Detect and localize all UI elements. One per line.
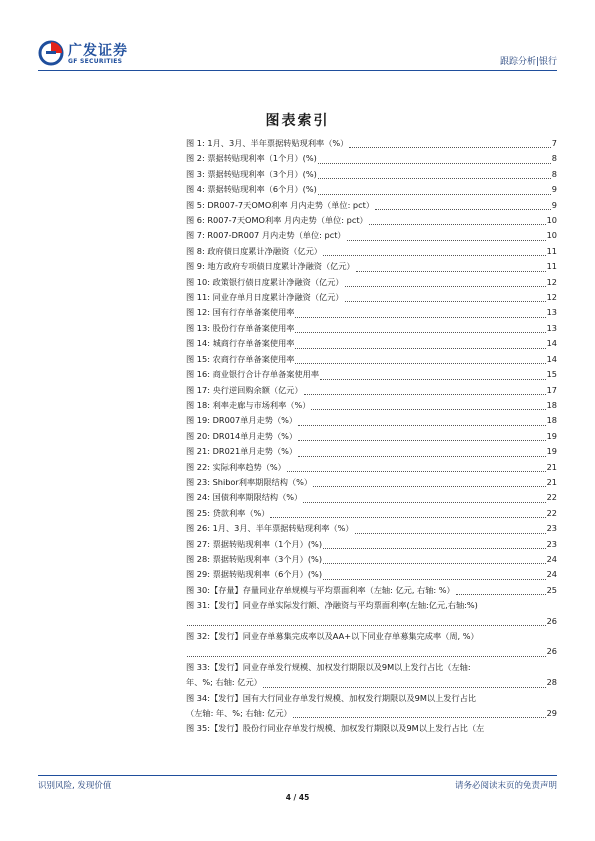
toc-page-number: 13 — [546, 322, 557, 333]
toc-entry[interactable] — [186, 198, 557, 213]
toc-entry[interactable] — [186, 490, 557, 505]
toc-leader-dots — [293, 717, 546, 718]
toc-entry[interactable] — [186, 213, 557, 228]
logo-english-name: GF SECURITIES — [68, 58, 123, 65]
toc-entry[interactable] — [186, 136, 557, 151]
toc-page-number: 14 — [546, 353, 557, 364]
toc-leader-dots — [298, 456, 545, 457]
toc-page-number: 24 — [546, 569, 557, 580]
toc-page-number: 19 — [546, 430, 557, 441]
toc-leader-dots — [369, 224, 546, 225]
toc-entry[interactable] — [186, 321, 557, 336]
logo-chinese-name: 广发证券 — [68, 43, 128, 59]
toc-entry-label: 图 24: 国债利率期限结构（%） — [186, 492, 303, 503]
toc-entry[interactable] — [186, 475, 557, 490]
toc-entry-label: 图 10: 政策银行债日度累计净融资（亿元） — [186, 276, 344, 287]
page-title: 图表索引 — [265, 113, 330, 129]
toc-entry-label: 图 28: 票据转贴现利率（3个月）(%) — [186, 553, 323, 564]
toc-page-number: 11 — [546, 245, 557, 256]
toc-entry[interactable] — [186, 413, 557, 428]
toc-entry-label: 图 7: R007-DR007 月内走势（单位: pct） — [186, 230, 346, 241]
toc-leader-dots — [318, 163, 551, 164]
toc-leader-dots — [303, 502, 545, 503]
toc-leader-dots — [263, 687, 546, 688]
toc-leader-dots — [355, 533, 546, 534]
toc-entry-label: 图 13: 股份行存单备案使用率 — [186, 322, 295, 333]
toc-entry-label: 图 14: 城商行存单备案使用率 — [186, 338, 295, 349]
toc-leader-dots — [323, 579, 546, 580]
toc-entry-label: 图 9: 地方政府专项债日度累计净融资（亿元） — [186, 261, 355, 272]
toc-entry-label-continued: （左轴: 年、%; 右轴: 亿元） — [186, 708, 292, 719]
toc-entry[interactable] — [186, 336, 557, 351]
toc-entry[interactable] — [186, 305, 557, 320]
toc-leader-dots — [375, 209, 551, 210]
toc-entry-label: 图 19: DR007单月走势（%） — [186, 415, 298, 426]
toc-entry[interactable] — [186, 352, 557, 367]
toc-entry[interactable] — [186, 167, 557, 182]
toc-page-number: 13 — [546, 307, 557, 318]
footer-divider — [38, 775, 557, 776]
toc-entry-label-continued: 年、%; 右轴: 亿元） — [186, 677, 262, 688]
toc-leader-dots — [313, 486, 545, 487]
toc-entry[interactable] — [186, 383, 557, 398]
toc-leader-dots — [295, 363, 545, 364]
toc-entry-label: 图 35:【发行】股份行同业存单发行规模、加权发行期限以及9M以上发行占比（左 — [186, 723, 485, 734]
toc-page-number: 19 — [546, 446, 557, 457]
report-section: 跟踪分析|银行 — [499, 57, 557, 67]
toc-entry-label: 图 30:【存量】存量同业存单规模与平均票面利率（左轴: 亿元, 右轴: %） — [186, 584, 455, 595]
toc-entry[interactable] — [186, 521, 557, 536]
toc-entry[interactable] — [186, 583, 557, 598]
toc-entry-label: 图 33:【发行】同业存单发行规模、加权发行期限以及9M以上发行占比（左轴: — [186, 661, 471, 672]
toc-page-number: 29 — [546, 708, 557, 719]
toc-entry[interactable] — [186, 398, 557, 413]
toc-page-number: 17 — [546, 384, 557, 395]
toc-leader-dots — [304, 394, 546, 395]
toc-leader-dots — [287, 471, 546, 472]
toc-entry[interactable] — [186, 537, 557, 552]
toc-leader-dots — [345, 286, 546, 287]
toc-entry[interactable] — [186, 721, 557, 736]
toc-leader-dots — [187, 656, 546, 657]
toc-entry-label: 图 6: R007-7天OMO利率 月内走势（单位: pct） — [186, 215, 368, 226]
toc-entry-label: 图 22: 实际利率趋势（%） — [186, 461, 286, 472]
toc-entry[interactable] — [186, 598, 557, 629]
toc-entry[interactable] — [186, 506, 557, 521]
toc-leader-dots — [345, 301, 546, 302]
toc-entry[interactable] — [186, 660, 557, 691]
header-divider — [38, 70, 557, 71]
toc-leader-dots — [298, 440, 545, 441]
toc-entry[interactable] — [186, 629, 557, 660]
toc-entry[interactable] — [186, 182, 557, 197]
toc-leader-dots — [356, 271, 546, 272]
toc-entry-label: 图 31:【发行】同业存单实际发行额、净融资与平均票面利率(左轴:亿元,右轴:%) — [186, 600, 478, 611]
toc-entry-label: 图 15: 农商行存单备案使用率 — [186, 353, 295, 364]
footer-disclaimer: 请务必阅读末页的免责声明 — [454, 781, 557, 791]
toc-entry-label: 图 12: 国有行存单备案使用率 — [186, 307, 295, 318]
toc-leader-dots — [456, 594, 546, 595]
toc-entry-label: 图 23: Shibor利率期限结构（%） — [186, 476, 313, 487]
toc-page-number: 12 — [546, 292, 557, 303]
toc-page-number: 14 — [546, 338, 557, 349]
toc-entry-label: 图 32:【发行】同业存单募集完成率以及AA+以下同业存单募集完成率（周, %） — [186, 631, 479, 641]
company-logo — [38, 40, 178, 70]
figure-index-list — [186, 136, 557, 737]
toc-leader-dots — [270, 517, 545, 518]
toc-entry-label: 图 11: 同业存单月日度累计净融资（亿元） — [186, 292, 344, 303]
toc-leader-dots — [187, 625, 546, 626]
toc-entry[interactable] — [186, 460, 557, 475]
toc-leader-dots — [323, 563, 546, 564]
toc-page-number: 25 — [546, 584, 557, 595]
toc-page-number: 28 — [546, 677, 557, 688]
toc-entry[interactable] — [186, 567, 557, 582]
toc-page-number: 26 — [546, 615, 557, 626]
toc-entry-label: 图 29: 票据转贴现利率（6个月）(%) — [186, 569, 323, 580]
page-header — [38, 38, 557, 70]
toc-leader-dots — [318, 178, 551, 179]
toc-leader-dots — [349, 147, 550, 148]
toc-entry[interactable] — [186, 444, 557, 459]
toc-entry-label: 图 34:【发行】国有大行同业存单发行规模、加权发行期限以及9M以上发行占比 — [186, 692, 477, 703]
toc-entry-label: 图 20: DR014单月走势（%） — [186, 430, 298, 441]
toc-entry-label: 图 25: 贷款利率（%） — [186, 507, 270, 518]
toc-page-number: 18 — [546, 415, 557, 426]
toc-page-number: 8 — [551, 153, 557, 164]
toc-entry[interactable] — [186, 228, 557, 243]
toc-page-number: 18 — [546, 399, 557, 410]
toc-leader-dots — [347, 240, 546, 241]
toc-page-number: 21 — [546, 461, 557, 472]
toc-page-number: 22 — [546, 492, 557, 503]
toc-page-number: 23 — [546, 523, 557, 534]
toc-leader-dots — [295, 332, 545, 333]
toc-entry-label: 图 2: 票据转贴现利率（1个月）(%) — [186, 153, 317, 164]
toc-entry[interactable] — [186, 367, 557, 382]
toc-page-number: 22 — [546, 507, 557, 518]
toc-entry[interactable] — [186, 275, 557, 290]
toc-entry-label: 图 17: 央行逆回购余额（亿元） — [186, 384, 303, 395]
page-number: 4 / 45 — [285, 793, 310, 802]
toc-entry-label: 图 26: 1月、3月、半年票据转贴现利率（%） — [186, 523, 354, 534]
toc-entry-label: 图 16: 商业银行合计存单备案使用率 — [186, 369, 320, 380]
toc-page-number: 15 — [546, 369, 557, 380]
toc-entry[interactable] — [186, 429, 557, 444]
toc-page-number: 21 — [546, 476, 557, 487]
toc-page-number: 7 — [551, 138, 557, 148]
toc-entry[interactable] — [186, 244, 557, 259]
toc-page-number: 26 — [546, 646, 557, 657]
toc-entry[interactable] — [186, 290, 557, 305]
toc-leader-dots — [295, 317, 545, 318]
toc-page-number: 8 — [551, 168, 557, 179]
toc-page-number: 12 — [546, 276, 557, 287]
toc-entry[interactable] — [186, 691, 557, 722]
toc-page-number: 9 — [551, 184, 557, 195]
toc-entry[interactable] — [186, 552, 557, 567]
toc-leader-dots — [311, 409, 545, 410]
toc-entry-label: 图 3: 票据转贴现利率（3个月）(%) — [186, 168, 317, 179]
toc-entry[interactable] — [186, 151, 557, 166]
toc-entry-label: 图 4: 票据转贴现利率（6个月）(%) — [186, 184, 317, 195]
toc-page-number: 11 — [546, 261, 557, 272]
toc-entry-label: 图 5: DR007-7天OMO利率 月内走势（单位: pct） — [186, 199, 375, 210]
toc-leader-dots — [323, 548, 546, 549]
toc-page-number: 24 — [546, 553, 557, 564]
toc-entry-label: 图 21: DR021单月走势（%） — [186, 446, 298, 457]
toc-page-number: 10 — [546, 230, 557, 241]
gf-logo-icon — [38, 40, 64, 66]
footer-slogan: 识别风险, 发现价值 — [38, 781, 112, 791]
toc-page-number: 9 — [551, 199, 557, 210]
toc-entry[interactable] — [186, 259, 557, 274]
toc-entry-label: 图 27: 票据转贴现利率（1个月）(%) — [186, 538, 323, 549]
toc-entry-label: 图 1: 1月、3月、半年票据转贴现利率（%） — [186, 138, 349, 148]
toc-leader-dots — [298, 425, 545, 426]
toc-page-number: 10 — [546, 215, 557, 226]
toc-leader-dots — [318, 194, 551, 195]
toc-entry-label: 图 18: 利率走廊与市场利率（%） — [186, 399, 311, 410]
toc-leader-dots — [295, 348, 545, 349]
toc-entry-label: 图 8: 政府债日度累计净融资（亿元） — [186, 245, 322, 256]
toc-leader-dots — [320, 379, 546, 380]
toc-leader-dots — [323, 255, 546, 256]
toc-page-number: 23 — [546, 538, 557, 549]
